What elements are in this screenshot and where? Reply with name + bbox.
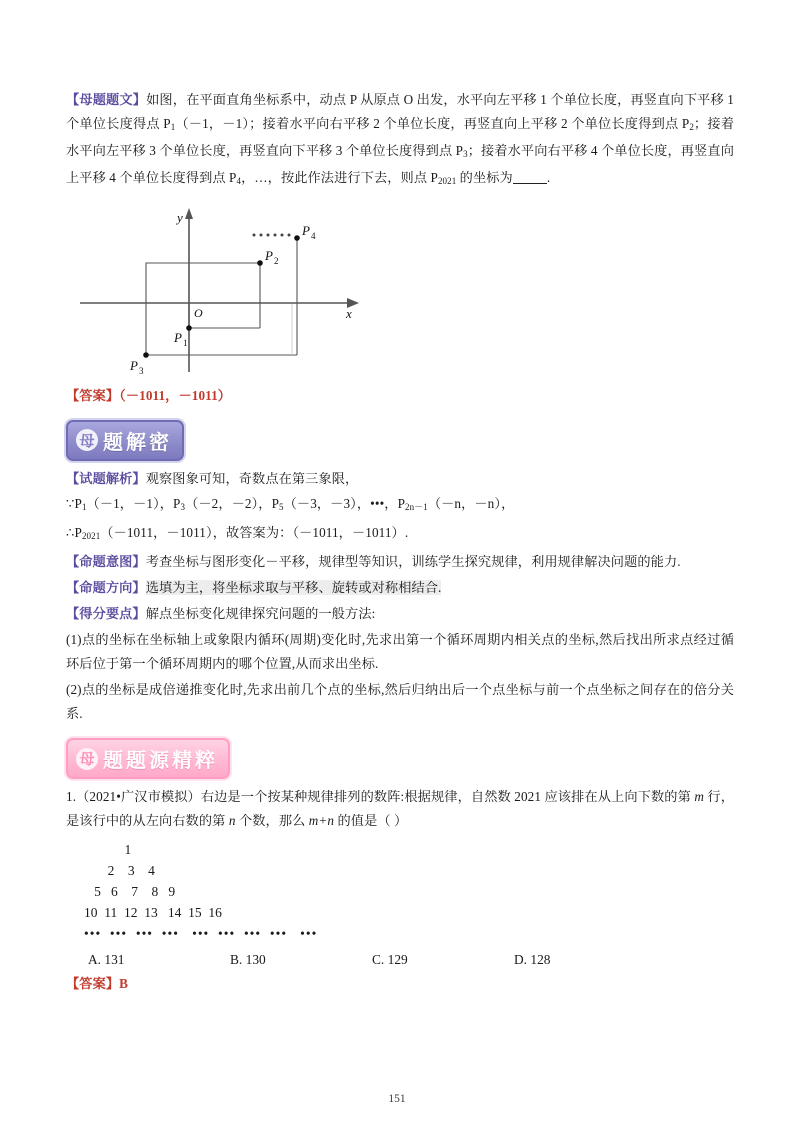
- option-c-value: 129: [387, 952, 408, 968]
- exercise-1-source: （2021•广汉市模拟）: [76, 789, 201, 805]
- analysis-sub-5: 5: [279, 501, 284, 512]
- exercise-1-var-mn: m+n: [308, 813, 335, 829]
- answer-line: [66, 384, 734, 408]
- pyramid-row-1: 1: [84, 842, 132, 858]
- problem-text-5: ，…，按此作法进行下去，则点 P: [241, 170, 438, 186]
- pyramid-row-4: 10 11 12 13 14 15 16: [84, 905, 222, 921]
- analysis-text-2a: （－1，－1），P: [86, 495, 181, 511]
- direction-tag: 【命题方向】: [66, 580, 146, 596]
- point-p4-sublabel: 4: [311, 230, 316, 241]
- keypoints-heading: 解点坐标变化规律探究问题的一般方法:: [145, 606, 376, 622]
- point-p3-label: P: [130, 357, 138, 373]
- number-pyramid: [84, 839, 734, 944]
- analysis-sub-3: 3: [180, 501, 186, 512]
- page-number: 151: [388, 1093, 406, 1105]
- option-a[interactable]: [66, 952, 208, 968]
- option-c[interactable]: [350, 952, 492, 968]
- option-a-value: 131: [104, 952, 125, 968]
- direction-line: [66, 576, 734, 600]
- origin-label: O: [194, 305, 203, 320]
- pyramid-row-3: 5 6 7 8 9: [84, 884, 176, 900]
- exercise-1-options: [66, 952, 734, 968]
- point-p2-dot: [257, 260, 263, 266]
- analysis-sub-1: 1: [81, 501, 87, 512]
- analysis-text-2d: （－n，－n），: [427, 495, 515, 511]
- problem-text-1: 如图，在平面直角坐标系中，动点 P 从原点 O 出发，水平向左平移 1 个单位长度，再竖直向下平移 1 个单位长度得点 P: [66, 92, 734, 131]
- analysis-text-2c: （－3，－3），•••，P: [283, 495, 406, 511]
- figure-ellipsis: [253, 233, 291, 236]
- banner-badge-icon: 母: [76, 429, 98, 451]
- option-c-key: C.: [372, 952, 385, 968]
- point-p4-dot: [294, 235, 300, 241]
- analysis-line-3: [66, 521, 734, 548]
- y-axis-arrow: [185, 208, 193, 219]
- option-a-key: A.: [88, 952, 102, 968]
- intent-tag: 【命题意图】: [66, 554, 146, 570]
- y-axis-label: y: [177, 209, 183, 225]
- problem-text-6: 的坐标为: [456, 170, 513, 186]
- point-p1-dot: [186, 325, 192, 331]
- problem-text-3: ；接着水平向左平移 3 个单位长度，再竖直向下平移 3 个单位长度得到点 P: [66, 116, 734, 159]
- exercise-1-text-b: 行，是该行中的从左向右数的第: [66, 789, 734, 829]
- direction-text: 选填为主，将坐标求取与平移、旋转或对称相结合.: [145, 580, 442, 596]
- point-p4-label: P: [302, 222, 310, 238]
- exercise-1-answer-value: B: [119, 976, 129, 992]
- banner-source-text: 题题源精粹: [103, 750, 218, 773]
- point-p2-label: P: [265, 247, 273, 263]
- keypoints-item-1: (1)点的坐标在坐标轴上或象限内循环(周期)变化时,先求出第一个循环周期内相关点的坐标,然后找出所求点经过循环后位于第一个循环周期内的哪个位置,从而求出坐标.: [66, 632, 734, 672]
- point-p3-sublabel: 3: [139, 365, 144, 376]
- exercise-1-number: 1.: [66, 789, 77, 805]
- analysis-text-1: 观察图象可知，奇数点在第三象限，: [145, 470, 359, 486]
- x-axis-label: x: [346, 305, 352, 321]
- option-b[interactable]: [208, 952, 350, 968]
- banner-decode-text: 题解密: [103, 431, 172, 454]
- analysis-prefix-2: ∵P: [66, 495, 82, 511]
- analysis-prefix-3: ∴P: [66, 524, 82, 540]
- problem-statement: [66, 88, 734, 194]
- banner-source: [66, 738, 230, 779]
- exercise-1-answer-line: [66, 972, 734, 996]
- problem-text-2: （－1，－1）；接着水平向右平移 2 个单位长度，再竖直向上平移 2 个单位长度得到点 P: [175, 116, 690, 131]
- keypoints-item-2: (2)点的坐标是成倍递推变化时,先求出前几个点的坐标,然后归纳出后一个点坐标与前一个点坐标之间存在的倍分关系.: [66, 682, 734, 722]
- answer-tag: 【答案】: [66, 387, 120, 403]
- option-d[interactable]: [492, 952, 634, 968]
- problem-text-4: ；接着水平向右平移 4 个单位长度，再竖直向上平移 4 个单位长度得到点 P: [66, 143, 734, 186]
- point-p2-sublabel: 2: [274, 255, 279, 266]
- keypoints-tag: 【得分要点】: [66, 606, 146, 622]
- exercise-1-var-n: n: [228, 813, 236, 829]
- analysis-line-2: [66, 492, 734, 519]
- pyramid-dots-row: ••• ••• ••• ••• ••• ••• ••• ••• •••: [84, 926, 318, 942]
- point-p1-sublabel: 1: [183, 337, 188, 348]
- exercise-1-text-a: 右边是一个按某种规律排列的数阵:根据规律，自然数 2021 应该排在从上向下数的第: [200, 789, 695, 805]
- banner-decode: [66, 420, 184, 461]
- problem-tag: 【母题题文】: [66, 92, 147, 107]
- option-b-key: B.: [230, 952, 243, 968]
- analysis-tag: 【试题解析】: [66, 470, 146, 486]
- problem-sub-4: 4: [236, 176, 242, 187]
- answer-value: （－1011，－1011）: [119, 387, 232, 403]
- problem-sub-1: 1: [170, 122, 176, 133]
- intent-line: [66, 550, 734, 574]
- analysis-sub-2n: 2n－1: [405, 501, 428, 512]
- problem-sub-3: 3: [463, 149, 468, 160]
- exercise-1-var-m: m: [694, 789, 704, 805]
- answer-blank[interactable]: [513, 183, 547, 184]
- analysis-text-3: （－1011，－1011），故答案为：（－1011，－1011）.: [100, 524, 409, 540]
- exercise-1-text-d: 的值是（ ）: [334, 813, 408, 829]
- point-p3-dot: [143, 352, 149, 358]
- keypoints-heading-line: [66, 602, 734, 626]
- analysis-line-1: [66, 467, 734, 490]
- problem-text-end: .: [546, 170, 551, 186]
- banner-source-badge-icon: 母: [76, 748, 98, 770]
- problem-sub-2: 2: [689, 122, 694, 133]
- option-d-key: D.: [514, 952, 528, 968]
- coordinate-figure: [74, 200, 374, 380]
- exercise-1-text-c: 个数，那么: [235, 813, 309, 829]
- analysis-sub-2021: 2021: [81, 531, 101, 542]
- problem-sub-5: 2021: [437, 176, 457, 187]
- point-p1-label: P: [174, 329, 182, 345]
- intent-text: 考查坐标与图形变化－平移，规律型等知识，训练学生探究规律，利用规律解决问题的能力.: [145, 554, 681, 570]
- analysis-text-2b: （－2，－2），P: [185, 495, 280, 511]
- exercise-1-statement: [66, 785, 734, 833]
- pyramid-row-2: 2 3 4: [84, 863, 155, 879]
- exercise-1-answer-tag: 【答案】: [66, 976, 120, 992]
- option-d-value: 128: [530, 952, 551, 968]
- option-b-value: 130: [245, 952, 266, 968]
